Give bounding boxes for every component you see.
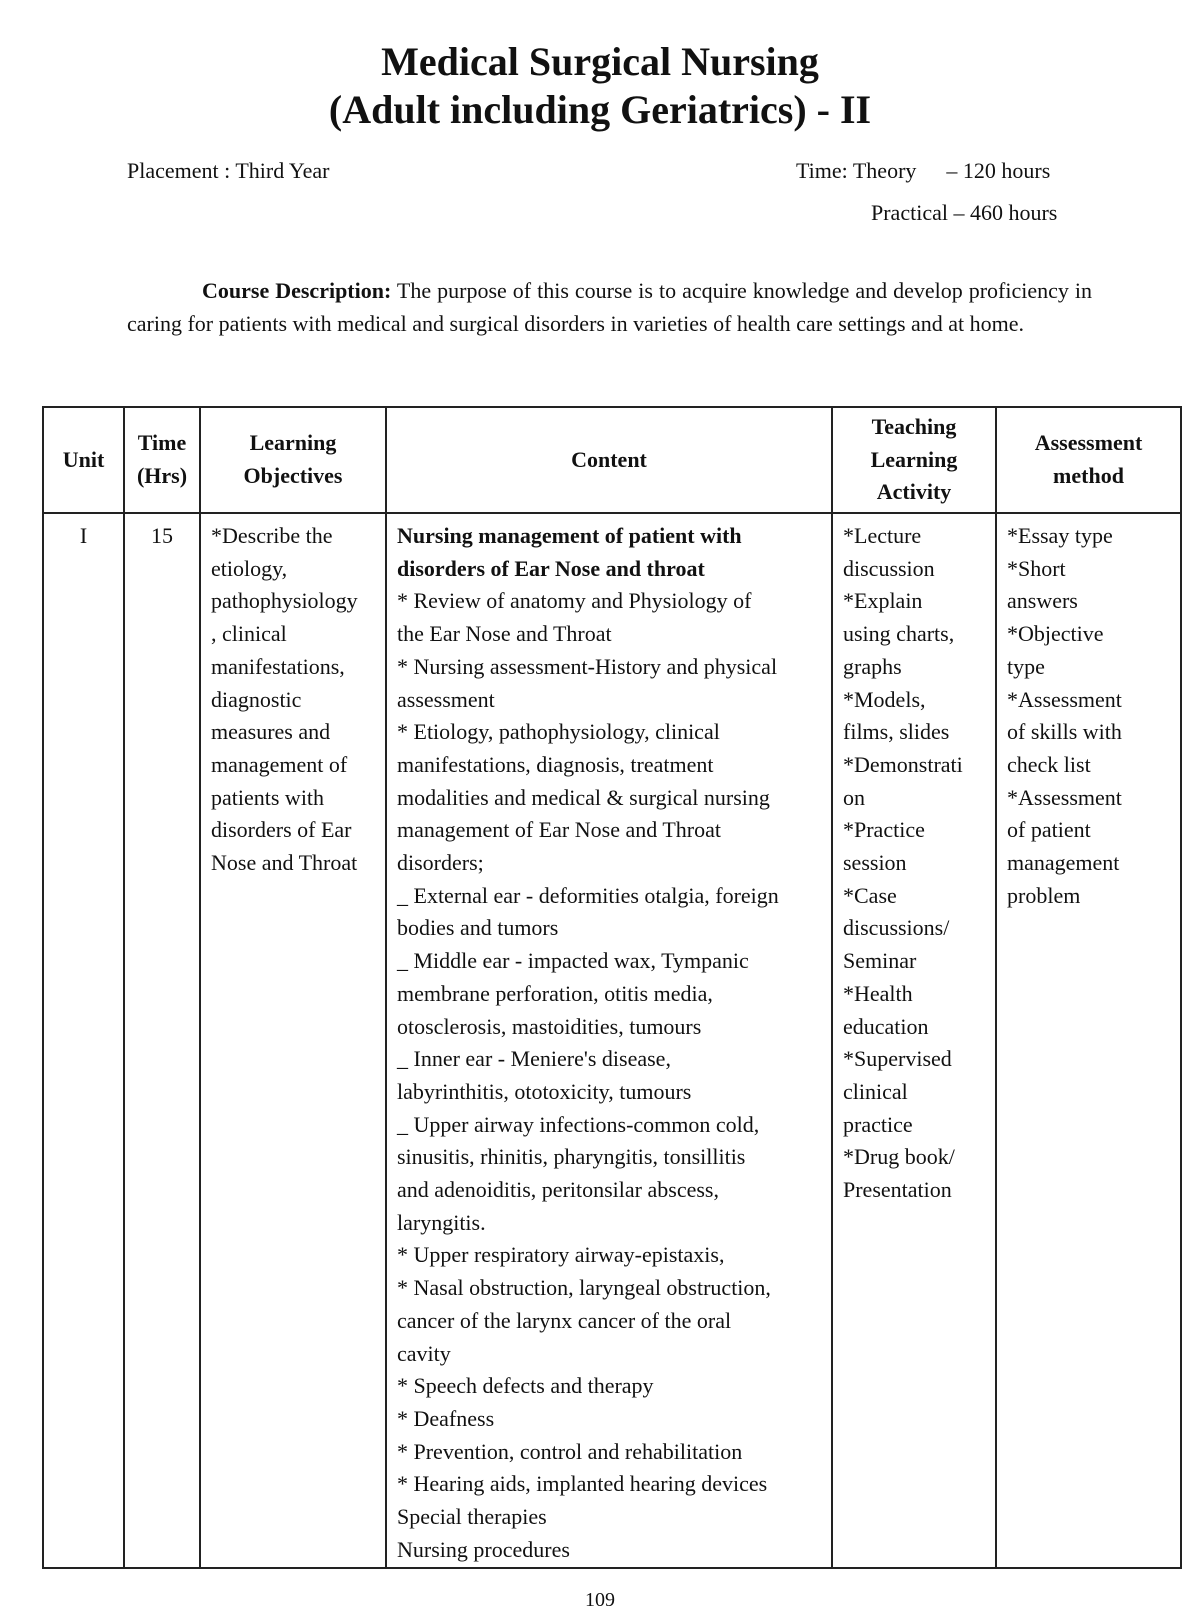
text-line: answers [1007, 588, 1078, 614]
text-line: *Drug book/ [843, 1144, 955, 1170]
text-line: *Demonstrati [843, 751, 963, 777]
text-line: clinical [843, 1078, 908, 1104]
text-line: *Lecture [843, 523, 922, 548]
text-line: (Hrs) [136, 463, 188, 488]
course-description-label: Course Description: [202, 278, 392, 303]
text-line: pathophysiology [211, 588, 358, 614]
text-line: *Models, [843, 686, 926, 712]
page-title [0, 38, 1200, 134]
text-line: _ Middle ear - impacted wax, Tympanic [397, 948, 749, 974]
text-line: assessment [397, 686, 495, 712]
text-line: management [1007, 850, 1120, 876]
text-line: measures and [211, 719, 331, 745]
text-line: _ Inner ear - Meniere's disease, [397, 1046, 671, 1072]
text-line: graphs [843, 653, 902, 679]
text-line: *Objective [1007, 621, 1104, 647]
text-line: *Short [1007, 555, 1066, 581]
title-line-1: Medical Surgical Nursing [381, 39, 819, 84]
text-line: sinusitis, rhinitis, pharyngitis, tonsillitis [397, 1144, 746, 1170]
text-line: _ External ear - deformities otalgia, foreign [397, 882, 779, 908]
page-number: 109 [585, 1589, 615, 1611]
text-line: patients with [211, 784, 325, 810]
text-line: discussion [843, 555, 935, 581]
syllabus-table [42, 406, 1182, 1569]
text-line: and adenoiditis, peritonsilar abscess, [397, 1177, 719, 1203]
text-line: Presentation [843, 1177, 952, 1203]
text-line: method [1053, 463, 1124, 488]
text-line: labyrinthitis, ototoxicity, tumours [397, 1078, 692, 1104]
text-line: disorders of Ear Nose and throat [397, 555, 705, 581]
text-line: laryngitis. [397, 1209, 486, 1235]
text-line: *Practice [843, 817, 925, 843]
text-line: disorders of Ear [211, 817, 352, 843]
text-line: _ Upper airway infections-common cold, [397, 1111, 760, 1137]
text-line: Learning [249, 430, 337, 456]
text-line: disorders; [397, 850, 484, 876]
text-line: *Explain [843, 588, 923, 614]
text-line: * Review of anatomy and Physiology of [397, 588, 752, 614]
header-content: Content [386, 407, 832, 513]
text-line: management of [211, 751, 348, 777]
text-line: diagnostic [211, 686, 302, 712]
text-line: of skills with [1007, 719, 1122, 745]
text-line: Objectives [243, 463, 343, 488]
cell-activity [832, 513, 996, 1568]
placement-text: Placement : Third Year [127, 158, 330, 183]
text-line: Learning [870, 446, 958, 472]
content-heading [397, 520, 821, 585]
cell-assessment [996, 513, 1181, 1568]
text-line: practice [843, 1111, 913, 1137]
text-line: Activity [876, 479, 952, 505]
cell-objectives [200, 513, 386, 1568]
text-line: discussions/ [843, 915, 950, 941]
text-line: manifestations, diagnosis, treatment [397, 751, 714, 777]
table-row [43, 513, 1181, 1568]
text-line: * Etiology, pathophysiology, clinical [397, 719, 720, 745]
text-line: *Describe the [211, 523, 333, 548]
text-line: * Upper respiratory airway-epistaxis, [397, 1242, 725, 1268]
text-line: *Essay type [1007, 523, 1113, 548]
text-line: * Nursing assessment-History and physical [397, 653, 778, 679]
text-line: bodies and tumors [397, 915, 559, 941]
text-line: modalities and medical & surgical nursing [397, 784, 770, 810]
text-line: on [843, 784, 865, 810]
text-line: * Hearing aids, implanted hearing devices [397, 1471, 768, 1497]
course-description [127, 274, 1092, 340]
text-line: management of Ear Nose and Throat [397, 817, 721, 843]
text-line: Nursing procedures [397, 1536, 570, 1562]
text-line: cancer of the larynx cancer of the oral [397, 1307, 732, 1333]
text-line: Special therapies [397, 1504, 547, 1530]
text-line: problem [1007, 882, 1081, 908]
header-time [124, 407, 200, 513]
text-line: * Nasal obstruction, laryngeal obstruction, [397, 1275, 771, 1301]
table-header-row [43, 407, 1181, 513]
time-theory [796, 158, 1050, 184]
text-line: *Assessment [1007, 784, 1122, 810]
text-line: Assessment [1034, 430, 1143, 456]
text-line: *Health [843, 980, 913, 1006]
text-line: membrane perforation, otitis media, [397, 980, 713, 1006]
time-practical: Practical – 460 hours [871, 200, 1058, 225]
text-line: check list [1007, 751, 1091, 777]
text-line: * Prevention, control and rehabilitation [397, 1438, 743, 1464]
text-line: Nose and Throat [211, 850, 358, 876]
header-activity [832, 407, 996, 513]
cell-content [386, 513, 832, 1568]
content-list [397, 585, 821, 1566]
text-line: *Case [843, 882, 897, 908]
text-line: * Speech defects and therapy [397, 1373, 654, 1399]
text-line: cavity [397, 1340, 451, 1366]
time-theory-value: – 120 hours [946, 158, 1051, 183]
text-line: of patient [1007, 817, 1091, 843]
text-line: session [843, 850, 907, 876]
text-line: , clinical [211, 621, 287, 647]
text-line: the Ear Nose and Throat [397, 621, 612, 647]
header-assessment [996, 407, 1181, 513]
text-line: Time [137, 430, 187, 456]
text-line: *Assessment [1007, 686, 1122, 712]
text-line: otosclerosis, mastoidities, tumours [397, 1013, 702, 1039]
text-line: manifestations, [211, 653, 345, 679]
text-line: etiology, [211, 555, 288, 581]
course-description-text: The purpose of this course is to acquire knowledge and develop proficiency in caring for patients with medical and surgical disorders in varieties of health care settings and at home. [127, 278, 1093, 336]
text-line: Seminar [843, 948, 917, 974]
text-line: Teaching [871, 413, 957, 439]
text-line: * Deafness [397, 1405, 495, 1431]
title-line-2: (Adult including Geriatrics) - II [328, 87, 872, 132]
text-line: *Supervised [843, 1046, 952, 1072]
cell-time: 15 [124, 513, 200, 1568]
text-line: type [1007, 653, 1045, 679]
text-line: using charts, [843, 621, 955, 647]
text-line: Nursing management of patient with [397, 523, 742, 548]
cell-unit: I [43, 513, 124, 1568]
header-objectives [200, 407, 386, 513]
header-unit: Unit [43, 407, 124, 513]
time-theory-label: Time: Theory [796, 158, 917, 183]
text-line: films, slides [843, 719, 950, 745]
text-line: education [843, 1013, 929, 1039]
